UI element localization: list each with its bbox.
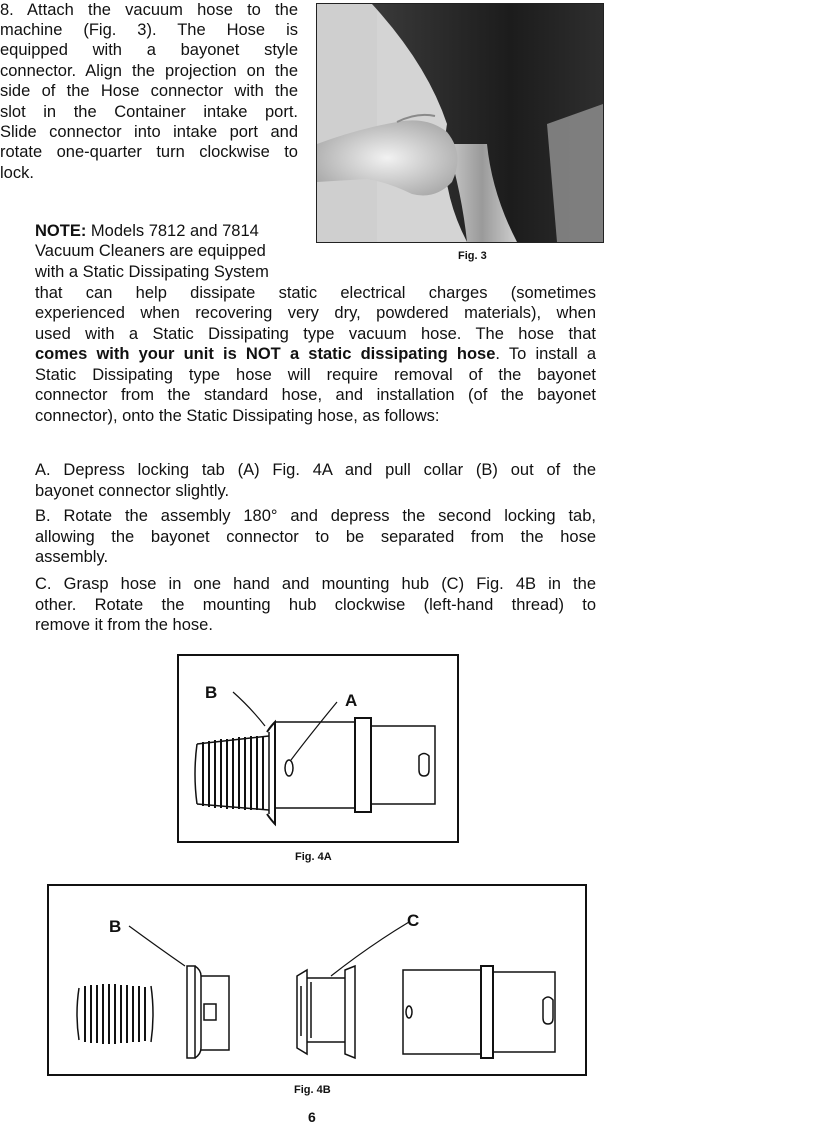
note-line1-text: Models 7812 and 7814	[86, 222, 259, 240]
step8-line: connector. Align the projection on the	[0, 62, 298, 80]
note-line	[35, 344, 596, 365]
disassembled-connector-diagram	[49, 886, 585, 1074]
note-warning: comes with your unit is NOT a static dissipating hose	[35, 345, 496, 363]
note-line: connector), onto the Static Dissipating hose, as follows:	[35, 407, 440, 425]
vacuum-photo-illustration	[317, 4, 603, 242]
step-b-line: assembly.	[35, 548, 109, 566]
note-line7-rest: . To install a	[495, 345, 596, 363]
note-line: Static Dissipating type hose will require removal of the bayonet	[35, 366, 596, 384]
step8-line: lock.	[0, 164, 34, 182]
step-a-line: bayonet connector slightly.	[35, 482, 230, 500]
bayonet-connector-diagram	[179, 656, 457, 841]
note-line: Vacuum Cleaners are equipped	[35, 242, 266, 260]
note-line	[35, 221, 259, 242]
label-a: A	[345, 691, 358, 710]
note-line: connector from the standard hose, and installation (of the bayonet	[35, 386, 596, 404]
step-c-line: other. Rotate the mounting hub clockwise (left-hand thread) to	[35, 596, 596, 614]
fig4b-caption: Fig. 4B	[294, 1084, 331, 1096]
page-number: 6	[308, 1109, 316, 1125]
step8-line: side of the Hose connector with the	[0, 82, 298, 100]
hose-thread-icon	[195, 732, 269, 814]
note-line: that can help dissipate static electrical charges (sometimes	[35, 284, 596, 302]
step8-line: equipped with a bayonet style	[0, 41, 298, 59]
step8-line: Slide connector into intake port and	[0, 123, 298, 141]
label-b: B	[205, 683, 218, 702]
fig4a-box	[177, 654, 459, 843]
fig4b-box	[47, 884, 587, 1076]
step8-line: machine (Fig. 3). The Hose is	[0, 21, 298, 39]
fig3-photo	[316, 3, 604, 243]
fig4a-caption: Fig. 4A	[295, 851, 332, 863]
label-c: C	[407, 911, 420, 930]
note-line: with a Static Dissipating System	[35, 263, 269, 281]
hose-thread-icon	[77, 984, 153, 1044]
step8-line: rotate one-quarter turn clockwise to	[0, 143, 298, 161]
step-b-line: B. Rotate the assembly 180° and depress the second locking tab,	[35, 507, 596, 525]
note-line: used with a Static Dissipating type vacuum hose. The hose that	[35, 325, 596, 343]
note-line: experienced when recovering very dry, powdered materials), when	[35, 304, 596, 322]
step-c-line: C. Grasp hose in one hand and mounting hub (C) Fig. 4B in the	[35, 575, 596, 593]
step-c-line: remove it from the hose.	[35, 616, 213, 634]
step8-line: 8. Attach the vacuum hose to the	[0, 1, 298, 19]
label-b: B	[109, 917, 122, 936]
step-b-line: allowing the bayonet connector to be separated from the hose	[35, 528, 596, 546]
step-a-line: A. Depress locking tab (A) Fig. 4A and pull collar (B) out of the	[35, 461, 596, 479]
note-label: NOTE:	[35, 222, 87, 240]
step8-line: slot in the Container intake port.	[0, 103, 298, 121]
fig3-caption: Fig. 3	[458, 250, 487, 262]
